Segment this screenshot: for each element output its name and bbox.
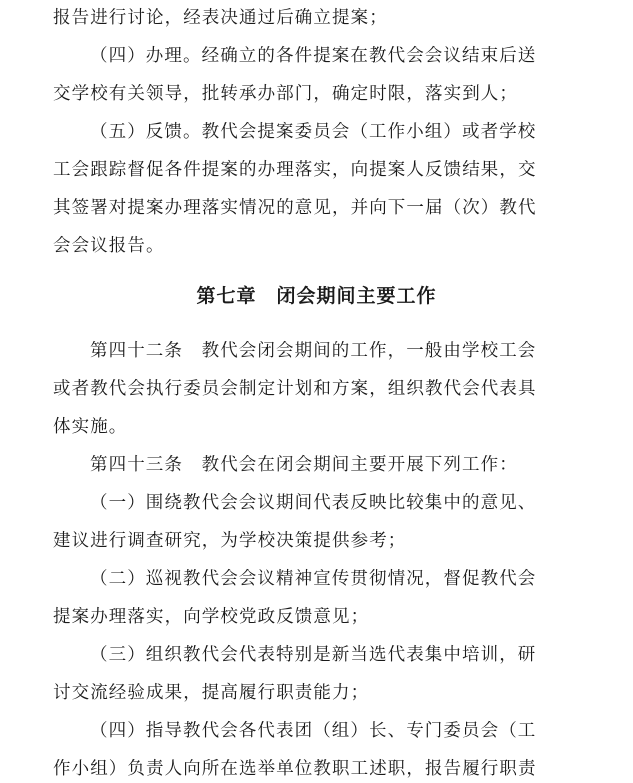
text-line: 其签署对提案办理落实情况的意见，并向下一届（次）教代 [53, 198, 537, 218]
text-line: （五）反馈。教代会提案委员会（工作小组）或者学校 [90, 122, 537, 142]
text-line: 或者教代会执行委员会制定计划和方案，组织教代会代表具 [53, 379, 537, 399]
text-line: 第四十二条 教代会闭会期间的工作，一般由学校工会 [90, 341, 537, 361]
text-line: （四）指导教代会各代表团（组）长、专门委员会（工 [90, 721, 537, 741]
text-line: 会会议报告。 [53, 236, 165, 256]
text-line: 建议进行调查研究，为学校决策提供参考； [53, 531, 407, 551]
text-line: （四）办理。经确立的各件提案在教代会会议结束后送 [90, 46, 537, 66]
text-line: 作小组）负责人向所在选举单位教职工述职，报告履行职责 [53, 759, 537, 779]
text-line: 讨交流经验成果，提高履行职责能力； [53, 683, 370, 703]
text-line: 提案办理落实，向学校党政反馈意见； [53, 607, 370, 627]
text-line: 体实施。 [53, 417, 128, 437]
chapter-heading: 第七章 闭会期间主要工作 [196, 285, 437, 307]
text-line: （三）组织教代会代表特别是新当选代表集中培训，研 [90, 645, 537, 665]
text-line: （一）围绕教代会会议期间代表反映比较集中的意见、 [90, 493, 537, 513]
text-line: 第四十三条 教代会在闭会期间主要开展下列工作： [90, 455, 518, 475]
text-line: （二）巡视教代会会议精神宣传贯彻情况，督促教代会 [90, 569, 537, 589]
text-line: 交学校有关领导，批转承办部门，确定时限，落实到人； [53, 84, 518, 104]
text-line: 报告进行讨论，经表决通过后确立提案； [53, 8, 388, 28]
text-line: 工会跟踪督促各件提案的办理落实，向提案人反馈结果，交 [53, 160, 537, 180]
